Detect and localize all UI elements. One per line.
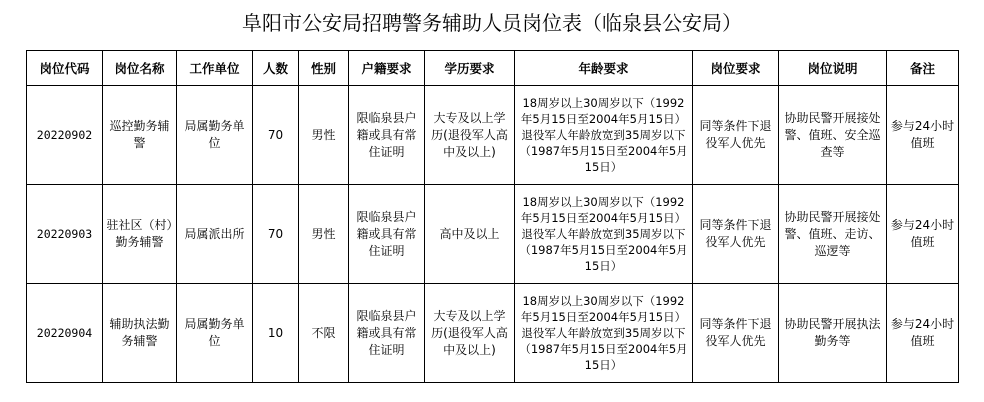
cell-hukou: 限临泉县户籍或具有常住证明 [349,284,425,383]
cell-description: 协助民警开展执法勤务等 [779,284,887,383]
cell-name: 辅助执法勤务辅警 [103,284,177,383]
cell-note: 参与24小时值班 [887,185,959,284]
cell-gender: 男性 [299,86,349,185]
cell-education: 大专及以上学历(退役军人高中及以上) [425,86,515,185]
header-age: 年龄要求 [515,51,693,86]
cell-unit: 局属派出所 [177,185,253,284]
table-row [27,86,959,185]
cell-code: 20220903 [27,185,103,284]
page-title: 阜阳市公安局招聘警务辅助人员岗位表（临泉县公安局） [242,11,742,35]
table-row [27,185,959,284]
cell-age: 18周岁以上30周岁以下（1992年5月15日至2004年5月15日）退役军人年龄放宽到35周岁以下（1987年5月15日至2004年5月15日） [515,185,693,284]
header-count: 人数 [253,51,299,86]
cell-hukou: 限临泉县户籍或具有常住证明 [349,185,425,284]
cell-note: 参与24小时值班 [887,284,959,383]
table-header-row [27,51,959,86]
cell-age: 18周岁以上30周岁以下（1992年5月15日至2004年5月15日）退役军人年龄放宽到35周岁以下（1987年5月15日至2004年5月15日） [515,86,693,185]
cell-education: 高中及以上 [425,185,515,284]
cell-requirement: 同等条件下退役军人优先 [693,185,779,284]
header-gender: 性别 [299,51,349,86]
cell-requirement: 同等条件下退役军人优先 [693,284,779,383]
cell-gender: 不限 [299,284,349,383]
cell-count: 70 [253,185,299,284]
positions-table [26,50,959,383]
cell-education: 大专及以上学历(退役军人高中及以上) [425,284,515,383]
cell-gender: 男性 [299,185,349,284]
header-requirement: 岗位要求 [693,51,779,86]
header-position-name: 岗位名称 [103,51,177,86]
cell-description: 协助民警开展接处警、值班、走访、巡逻等 [779,185,887,284]
cell-count: 70 [253,86,299,185]
cell-unit: 局属勤务单位 [177,284,253,383]
cell-unit: 局属勤务单位 [177,86,253,185]
cell-requirement: 同等条件下退役军人优先 [693,86,779,185]
cell-hukou: 限临泉县户籍或具有常住证明 [349,86,425,185]
cell-code: 20220904 [27,284,103,383]
cell-name: 驻社区（村）勤务辅警 [103,185,177,284]
cell-count: 10 [253,284,299,383]
cell-code: 20220902 [27,86,103,185]
header-note: 备注 [887,51,959,86]
cell-name: 巡控勤务辅警 [103,86,177,185]
header-education: 学历要求 [425,51,515,86]
cell-description: 协助民警开展接处警、值班、安全巡查等 [779,86,887,185]
header-work-unit: 工作单位 [177,51,253,86]
cell-note: 参与24小时值班 [887,86,959,185]
header-position-code: 岗位代码 [27,51,103,86]
cell-age: 18周岁以上30周岁以下（1992年5月15日至2004年5月15日）退役军人年龄放宽到35周岁以下（1987年5月15日至2004年5月15日） [515,284,693,383]
header-hukou: 户籍要求 [349,51,425,86]
table-row [27,284,959,383]
header-description: 岗位说明 [779,51,887,86]
